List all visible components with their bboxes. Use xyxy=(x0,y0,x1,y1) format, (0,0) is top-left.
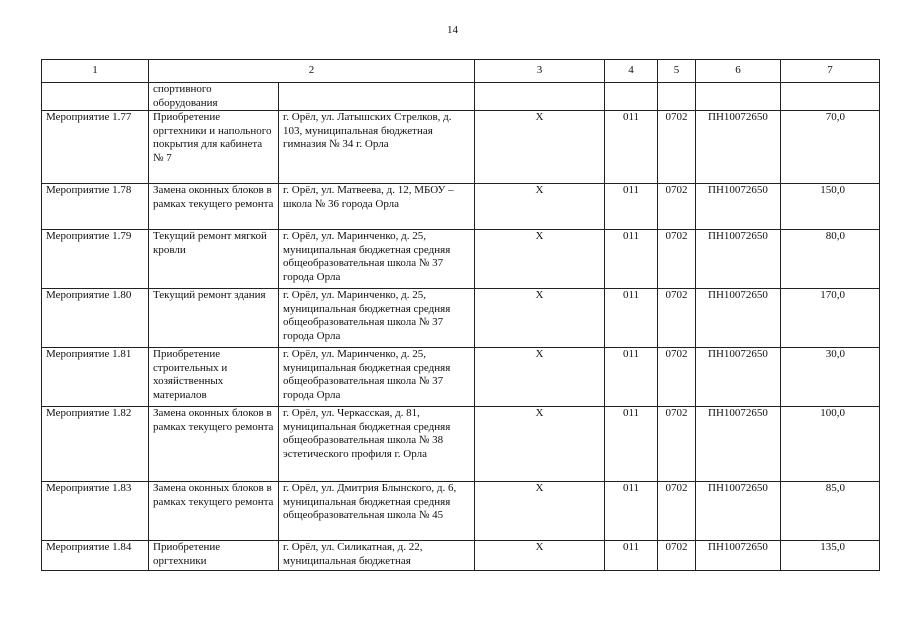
measure-cell: Мероприятие 1.83 xyxy=(42,482,149,541)
name-cell: спортивного оборудования xyxy=(149,83,279,111)
col7-cell xyxy=(781,83,880,111)
measure-cell: Мероприятие 1.80 xyxy=(42,289,149,348)
col4-cell: 011 xyxy=(605,348,658,407)
col6-cell: ПН10072650 xyxy=(696,289,781,348)
address-cell: г. Орёл, ул. Маринченко, д. 25, муниципальная бюджетная средняя общеобразовательная школа № 37 города Орла xyxy=(279,230,475,289)
table-row xyxy=(42,230,880,289)
col7-cell: 135,0 xyxy=(781,541,880,571)
col6-cell: ПН10072650 xyxy=(696,541,781,571)
col3-cell: Х xyxy=(475,111,605,184)
header-cell: 7 xyxy=(781,60,880,83)
table-row xyxy=(42,407,880,482)
col5-cell: 0702 xyxy=(658,482,696,541)
address-cell: г. Орёл, ул. Маринченко, д. 25, муниципальная бюджетная средняя общеобразовательная школа № 37 города Орла xyxy=(279,289,475,348)
measure-cell xyxy=(42,83,149,111)
table-row xyxy=(42,348,880,407)
col4-cell xyxy=(605,83,658,111)
col3-cell xyxy=(475,83,605,111)
name-cell: Приобретение оргтехники xyxy=(149,541,279,571)
col6-cell xyxy=(696,83,781,111)
col5-cell: 0702 xyxy=(658,289,696,348)
header-cell: 4 xyxy=(605,60,658,83)
col3-cell: Х xyxy=(475,482,605,541)
measure-cell: Мероприятие 1.82 xyxy=(42,407,149,482)
col5-cell: 0702 xyxy=(658,541,696,571)
col6-cell: ПН10072650 xyxy=(696,111,781,184)
table-row xyxy=(42,482,880,541)
col5-cell: 0702 xyxy=(658,230,696,289)
page-number: 14 xyxy=(447,24,458,36)
budget-table xyxy=(41,59,880,571)
col7-cell: 80,0 xyxy=(781,230,880,289)
col3-cell: Х xyxy=(475,230,605,289)
table-row xyxy=(42,111,880,184)
col7-cell: 30,0 xyxy=(781,348,880,407)
col7-cell: 170,0 xyxy=(781,289,880,348)
name-cell: Замена оконных блоков в рамках текущего ремонта xyxy=(149,482,279,541)
col4-cell: 011 xyxy=(605,111,658,184)
measure-cell: Мероприятие 1.84 xyxy=(42,541,149,571)
address-cell: г. Орёл, ул. Маринченко, д. 25, муниципальная бюджетная средняя общеобразовательная школа № 37 города Орла xyxy=(279,348,475,407)
measure-cell: Мероприятие 1.77 xyxy=(42,111,149,184)
col6-cell: ПН10072650 xyxy=(696,230,781,289)
name-cell: Приобретение оргтехники и напольного покрытия для кабинета № 7 xyxy=(149,111,279,184)
address-cell: г. Орёл, ул. Матвеева, д. 12, МБОУ – школа № 36 города Орла xyxy=(279,184,475,230)
col4-cell: 011 xyxy=(605,230,658,289)
address-cell: г. Орёл, ул. Дмитрия Блынского, д. 6, муниципальная бюджетная средняя общеобразовательная школа № 45 xyxy=(279,482,475,541)
col3-cell: Х xyxy=(475,289,605,348)
col4-cell: 011 xyxy=(605,482,658,541)
col3-cell: Х xyxy=(475,541,605,571)
continuation-row xyxy=(42,83,880,111)
col3-cell: Х xyxy=(475,348,605,407)
name-cell: Текущий ремонт мягкой кровли xyxy=(149,230,279,289)
col3-cell: Х xyxy=(475,407,605,482)
col6-cell: ПН10072650 xyxy=(696,482,781,541)
table-row xyxy=(42,289,880,348)
name-cell: Замена оконных блоков в рамках текущего ремонта xyxy=(149,407,279,482)
col4-cell: 011 xyxy=(605,184,658,230)
col4-cell: 011 xyxy=(605,407,658,482)
address-cell xyxy=(279,83,475,111)
name-cell: Приобретение строительных и хозяйственных материалов xyxy=(149,348,279,407)
col6-cell: ПН10072650 xyxy=(696,407,781,482)
col4-cell: 011 xyxy=(605,541,658,571)
col5-cell: 0702 xyxy=(658,348,696,407)
measure-cell: Мероприятие 1.81 xyxy=(42,348,149,407)
address-cell: г. Орёл, ул. Силикатная, д. 22, муниципальная бюджетная xyxy=(279,541,475,571)
col5-cell xyxy=(658,83,696,111)
measure-cell: Мероприятие 1.78 xyxy=(42,184,149,230)
col6-cell: ПН10072650 xyxy=(696,348,781,407)
col4-cell: 011 xyxy=(605,289,658,348)
col7-cell: 70,0 xyxy=(781,111,880,184)
name-cell: Текущий ремонт здания xyxy=(149,289,279,348)
col3-cell: Х xyxy=(475,184,605,230)
header-row xyxy=(42,60,880,83)
table-row xyxy=(42,541,880,571)
col5-cell: 0702 xyxy=(658,184,696,230)
col6-cell: ПН10072650 xyxy=(696,184,781,230)
address-cell: г. Орёл, ул. Латышских Стрелков, д. 103, муниципальная бюджетная гимназия № 34 г. Орла xyxy=(279,111,475,184)
header-cell: 2 xyxy=(149,60,475,83)
address-cell: г. Орёл, ул. Черкасская, д. 81, муниципальная бюджетная средняя общеобразовательная школа № 38 эстетического профиля г. Орла xyxy=(279,407,475,482)
col5-cell: 0702 xyxy=(658,407,696,482)
col7-cell: 100,0 xyxy=(781,407,880,482)
table-row xyxy=(42,184,880,230)
header-cell: 5 xyxy=(658,60,696,83)
col5-cell: 0702 xyxy=(658,111,696,184)
name-cell: Замена оконных блоков в рамках текущего ремонта xyxy=(149,184,279,230)
measure-cell: Мероприятие 1.79 xyxy=(42,230,149,289)
header-cell: 1 xyxy=(42,60,149,83)
header-cell: 3 xyxy=(475,60,605,83)
header-cell: 6 xyxy=(696,60,781,83)
col7-cell: 150,0 xyxy=(781,184,880,230)
col7-cell: 85,0 xyxy=(781,482,880,541)
